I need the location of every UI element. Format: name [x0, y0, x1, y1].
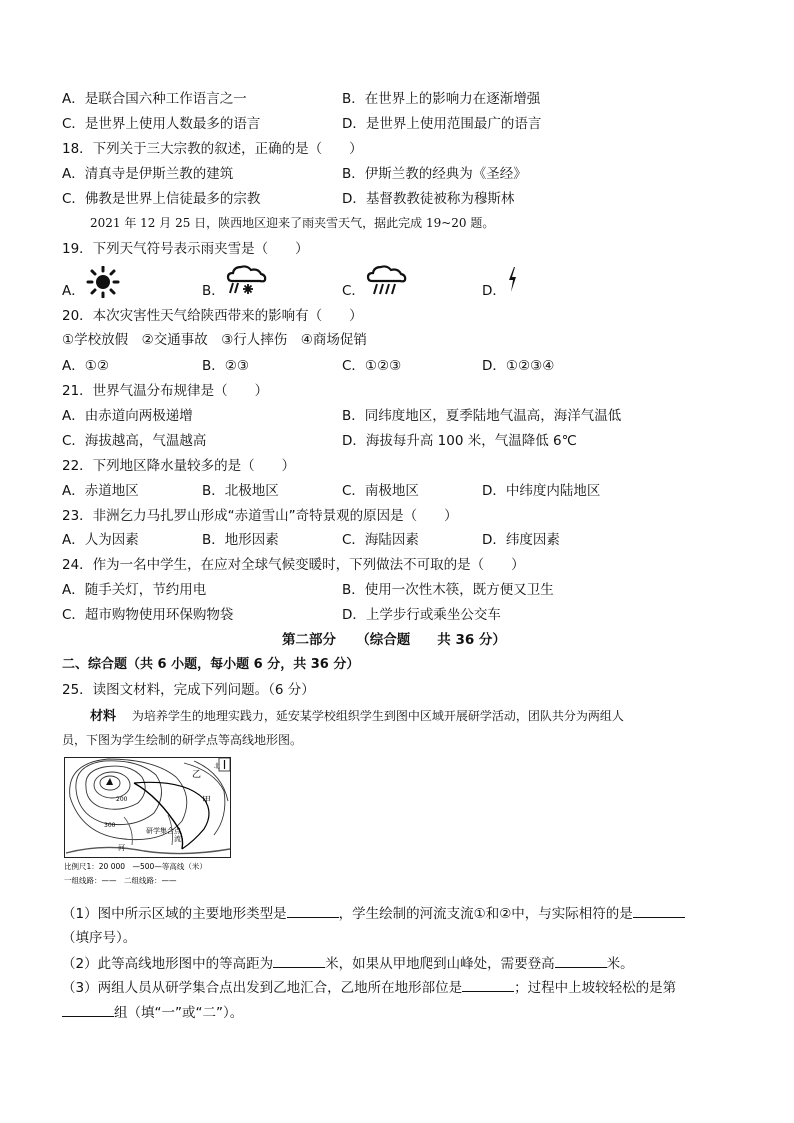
q21-option-b: B．同纬度地区，夏季陆地气温高，海洋气温低 — [342, 408, 622, 424]
map-river-char2: 流 — [174, 835, 181, 843]
q18-option-c: C．佛教是世界上信徒最多的宗教 — [62, 191, 261, 207]
material-label: 材料 — [90, 709, 117, 724]
map-contour-300: 300 — [104, 822, 116, 829]
q17-option-d: D．是世界上使用范围最广的语言 — [342, 116, 542, 132]
part-two-heading: 第二部分 （综合题 共 36 分） — [282, 632, 506, 648]
q18-option-b: B．伊斯兰教的经典为《圣经》 — [342, 166, 527, 182]
q24-option-b: B．使用一次性木筷，既方便又卫生 — [342, 582, 554, 598]
q23-option-d: D．纬度因素 — [482, 532, 560, 548]
q22-stem: 22．下列地区降水量较多的是（ ） — [62, 458, 296, 474]
q20-items: ①学校放假 ②交通事故 ③行人摔伤 ④商场促销 — [62, 332, 367, 348]
map-point-yi: 乙 — [192, 770, 202, 780]
map-gather-point: 研学集合点 — [146, 827, 181, 835]
q17-option-c: C．是世界上使用人数最多的语言 — [62, 116, 261, 132]
q20-option-c: C．①②③ — [342, 358, 402, 374]
q22-option-b: B．北极地区 — [202, 483, 279, 499]
q25-stem: 25．读图文材料，完成下列问题。（6 分） — [62, 682, 315, 698]
material-line1: 为培养学生的地理实践力，延安某学校组织学生到图中区域开展研学活动，团队共分为两组人 — [131, 709, 624, 723]
q21-stem: 21．世界气温分布规律是（ ） — [62, 383, 269, 399]
answer-blank-1[interactable] — [287, 903, 339, 918]
q19-option-d: D． — [482, 283, 506, 299]
q25-part3: （3）两组人员从研学集合点出发到乙地汇合，乙地所在地形部位是 ；过程中上坡较轻松的是第 — [62, 977, 676, 998]
q23-option-c: C．海陆因素 — [342, 532, 419, 548]
q22-option-a: A．赤道地区 — [62, 483, 139, 499]
q23-option-b: B．地形因素 — [202, 532, 279, 548]
q24-option-c: C．超市购物使用环保购物袋 — [62, 607, 234, 623]
q23-option-a: A．人为因素 — [62, 532, 139, 548]
q21-option-c: C．海拔越高，气温越高 — [62, 433, 207, 449]
q25-part1-cont: （填序号）。 — [62, 930, 137, 946]
map-contour-200: 200 — [116, 796, 128, 803]
q23-stem: 23．非洲乞力马扎罗山形成“赤道雪山”奇特景观的原因是（ ） — [62, 508, 458, 524]
answer-blank-3[interactable] — [273, 953, 325, 968]
lightning-icon — [505, 265, 521, 297]
q24-option-d: D．上学步行或乘坐公交车 — [342, 607, 501, 623]
q21-option-a: A．由赤道向两极递增 — [62, 408, 193, 424]
q25-part3-cont: 组（填“一”或“二”）。 — [62, 1002, 243, 1023]
q21-option-d: D．海拔每升高 100 米，气温降低 6℃ — [342, 433, 577, 449]
rain-icon — [366, 264, 408, 296]
q17-option-a: A．是联合国六种工作语言之一 — [62, 91, 247, 107]
map-scale: 比例尺1：20 000 —500—等高线（米） — [64, 862, 207, 871]
q20-option-d: D．①②③④ — [482, 358, 555, 374]
answer-blank-4[interactable] — [555, 953, 607, 968]
q20-stem: 20．本次灾害性天气给陕西带来的影响有（ ） — [62, 308, 363, 324]
q20-option-b: B．②③ — [202, 358, 249, 374]
q20-option-a: A．①② — [62, 358, 109, 374]
map-legend: 一组线路：—— 二组线路：—— — [64, 876, 177, 885]
q24-option-a: A．随手关灯，节约用电 — [62, 582, 207, 598]
section-two-heading: 二、综合题（共 6 小题，每小题 6 分，共 36 分） — [62, 657, 360, 672]
answer-blank-5[interactable] — [462, 977, 514, 992]
q25-part1: （1）图中所示区域的主要地形类型是 ，学生绘制的河流支流①和②中，与实际相符的是 — [62, 903, 685, 924]
q18-option-a: A．清真寺是伊斯兰教的建筑 — [62, 166, 234, 182]
q18-option-d: D．基督教教徒被称为穆斯林 — [342, 191, 515, 207]
contour-map — [64, 757, 234, 889]
q19-intro: 2021 年 12 月 25 日，陕西地区迎来了雨夹雪天气，据此完成 19~20 题。 — [90, 216, 495, 230]
answer-blank-2[interactable] — [633, 903, 685, 918]
map-river-char1: 河 — [118, 844, 125, 852]
material-line2: 员，下图为学生绘制的研学点等高线地形图。 — [62, 733, 303, 747]
q19-stem: 19．下列天气符号表示雨夹雪是（ ） — [62, 241, 309, 257]
q22-option-c: C．南极地区 — [342, 483, 419, 499]
map-north: 北 — [214, 763, 221, 770]
q19-option-a: A． — [62, 283, 85, 299]
q19-option-c: C． — [342, 283, 365, 299]
map-point-jia: 甲 — [202, 796, 212, 806]
q18-stem: 18．下列关于三大宗教的叙述，正确的是（ ） — [62, 141, 363, 157]
q25-part2: （2）此等高线地形图中的等高距为 米，如果从甲地爬到山峰处，需要登高 米。 — [62, 953, 634, 974]
q24-stem: 24．作为一名中学生，在应对全球气候变暖时，下列做法不可取的是（ ） — [62, 557, 525, 573]
q22-option-d: D．中纬度内陆地区 — [482, 483, 601, 499]
sun-icon — [86, 266, 120, 298]
q19-option-b: B． — [202, 283, 225, 299]
q17-option-b: B．在世界上的影响力在逐渐增强 — [342, 91, 541, 107]
sleet-icon — [226, 264, 268, 296]
answer-blank-6[interactable] — [62, 1002, 114, 1017]
